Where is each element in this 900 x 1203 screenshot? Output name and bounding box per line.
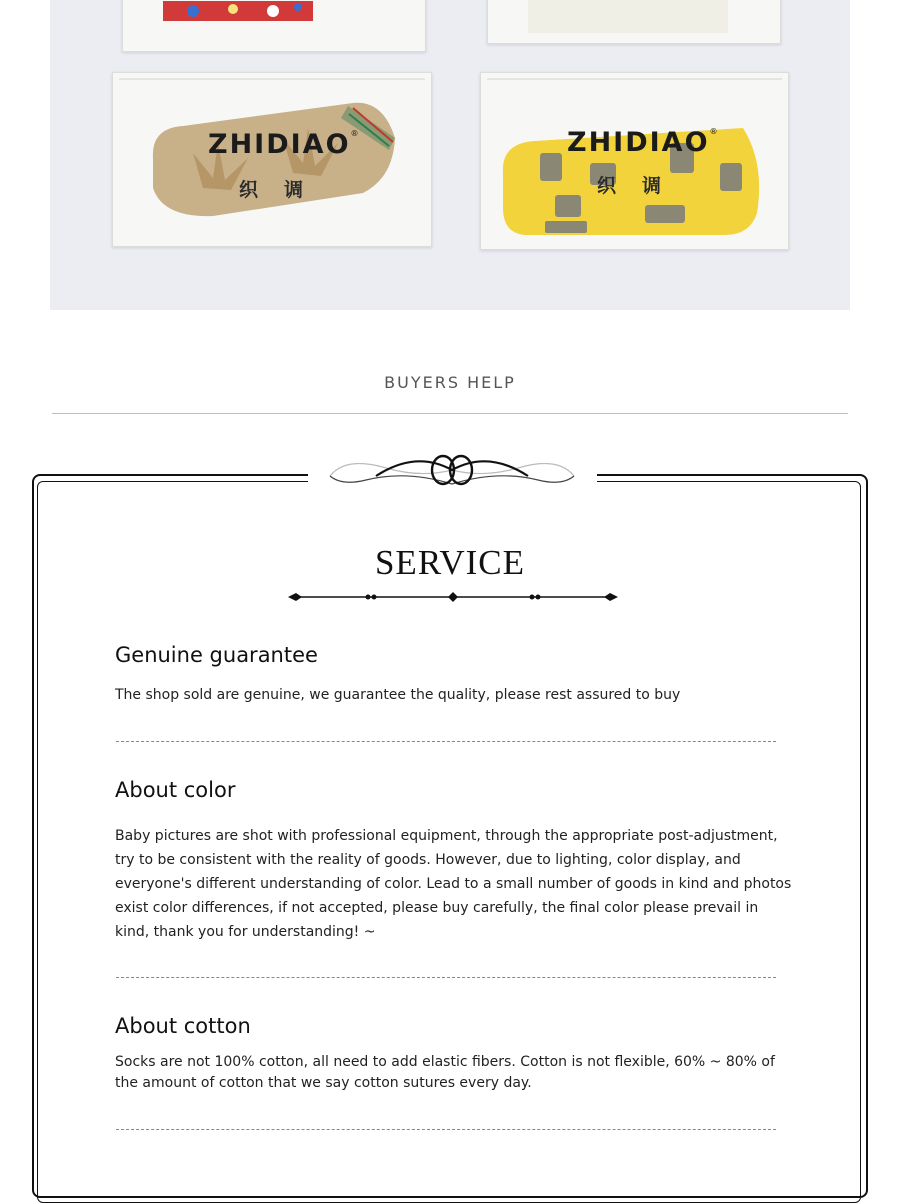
sock-red-print [163,1,313,21]
section-title-genuine: Genuine guarantee [115,643,318,667]
section-divider [52,413,848,414]
section-text-genuine: The shop sold are genuine, we guarantee the quality, please rest assured to buy [115,687,681,703]
brand-chinese-chars: 织调 [239,179,330,201]
dashed-separator [116,1129,776,1130]
sock-package [487,0,781,44]
brand-chinese-chars: 织调 [597,175,688,197]
brand-logo: ZHIDIAO® [208,129,361,160]
section-title-color: About color [115,778,236,802]
sock-white [528,0,728,33]
dashed-separator [116,741,776,742]
brand-logo: ZHIDIAO® [567,127,720,158]
sock-package [122,0,426,52]
sock-package-beige [112,72,432,247]
service-title: SERVICE [374,543,526,582]
section-text-color: Baby pictures are shot with professional equipment, through the appropriate post-adjustment, try to be consistent with the reality of goods. However, due to lighting, color display, and everyone's different understanding of color. Lead to a small number of goods in kind and photos exist color differences, if not accepted, please buy carefully, the final color please prevail in kind, thank you for understanding! ~ [115,828,792,940]
dashed-separator [116,977,776,978]
buyers-help-heading: BUYERS HELP [384,373,516,392]
sock-package-yellow [480,72,789,250]
product-photo [50,0,850,310]
section-text-cotton: Socks are not 100% cotton, all need to add elastic fibers. Cotton is not flexible, 60% ~ 80% of the amount of cotton that we say cotton sutures every day. [115,1054,775,1091]
flourish-ornament-icon [326,448,578,492]
section-title-cotton: About cotton [115,1014,251,1038]
ornamental-divider-icon [288,590,618,604]
